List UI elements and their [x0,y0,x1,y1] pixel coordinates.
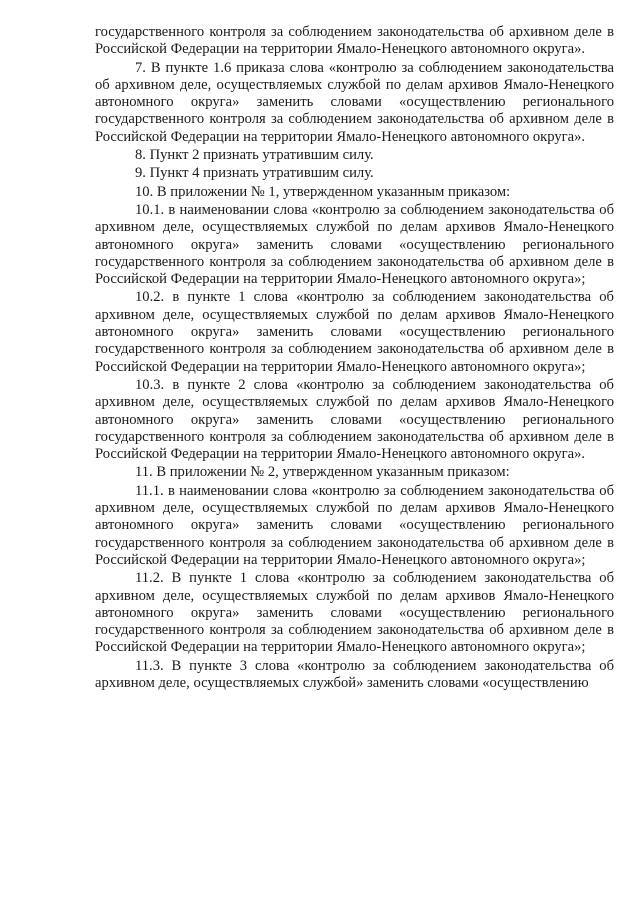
paragraph-item-7: 7. В пункте 1.6 приказа слова «контролю за соблюдением законодательства об архивном деле, осуществляемых службой по делам архивов Ямало-Ненецкого автономного округа» заменить словами «осуществлению регионального государственного контроля за соблюдением законодательства об архивном деле в Российской Федерации на территории Ямало-Ненецкого автономного округа». [95,59,614,145]
paragraph-item-9: 9. Пункт 4 признать утратившим силу. [135,165,374,182]
paragraph-item-11-3: 11.3. В пункте 3 слова «контролю за соблюдением законодательства об архивном деле, осуществляемых службой» заменить словами «осуществлению [95,657,614,691]
paragraph-item-11-2: 11.2. В пункте 1 слова «контролю за соблюдением законодательства об архивном деле, осуществляемых службой по делам архивов Ямало-Ненецкого автономного округа» заменить словами «осуществлению регионального государственного контроля за соблюдением законодательства об архивном деле в Российской Федерации на территории Ямало-Ненецкого автономного округа»; [95,570,614,656]
paragraph-item-11-1: 11.1. в наименовании слова «контролю за соблюдением законодательства об архивном деле, осуществляемых службой по делам архивов Ямало-Ненецкого автономного округа» заменить словами «осуществлению регионального государственного контроля за соблюдением законодательства об архивном деле в Российской Федерации на территории Ямало-Ненецкого автономного округа»; [95,482,614,568]
paragraph-continuation: государственного контроля за соблюдением законодательства об архивном деле в Российской Федерации на территории Ямало-Ненецкого автономного округа». [95,24,614,58]
paragraph-item-8: 8. Пункт 2 признать утратившим силу. [135,147,374,164]
paragraph-item-10: 10. В приложении № 1, утвержденном указанным приказом: [135,183,511,200]
paragraph-item-10-2: 10.2. в пункте 1 слова «контролю за соблюдением законодательства об архивном деле, осуществляемых службой по делам архивов Ямало-Ненецкого автономного округа» заменить словами «осуществлению регионального государственного контроля за соблюдением законодательства об архивном деле в Российской Федерации на территории Ямало-Ненецкого автономного округа»; [95,289,614,375]
paragraph-item-11: 11. В приложении № 2, утвержденном указанным приказом: [135,464,510,481]
paragraph-item-10-1: 10.1. в наименовании слова «контролю за соблюдением законодательства об архивном деле, осуществляемых службой по делам архивов Ямало-Ненецкого автономного округа» заменить словами «осуществлению регионального государственного контроля за соблюдением законодательства об архивном деле в Российской Федерации на территории Ямало-Ненецкого автономного округа»; [95,201,614,288]
paragraph-item-10-3: 10.3. в пункте 2 слова «контролю за соблюдением законодательства об архивном деле, осуществляемых службой по делам архивов Ямало-Ненецкого автономного округа» заменить словами «осуществлению регионального государственного контроля за соблюдением законодательства об архивном деле в Российской Федерации на территории Ямало-Ненецкого автономного округа». [95,376,614,463]
